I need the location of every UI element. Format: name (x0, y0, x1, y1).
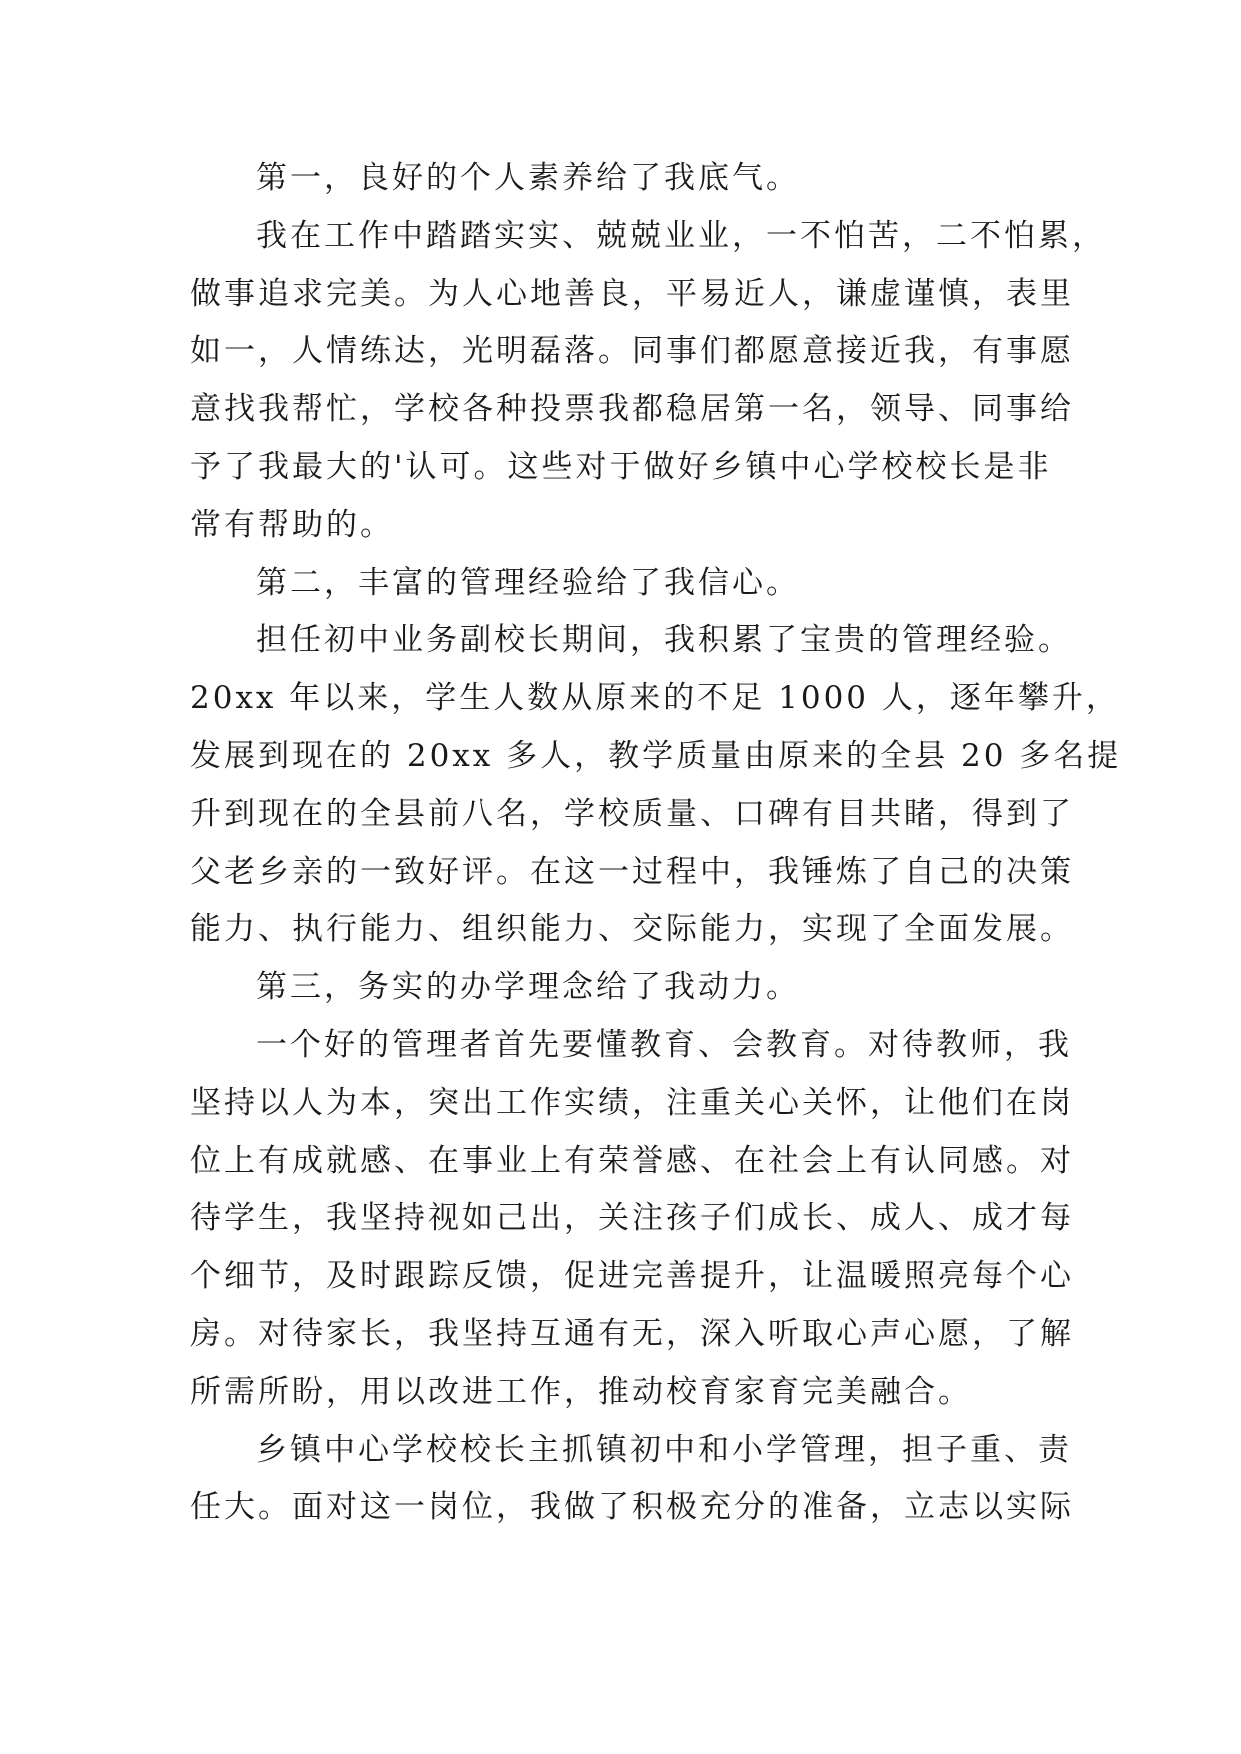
text-line: 位上有成就感、在事业上有荣誉感、在社会上有认同感。对 (190, 1142, 1074, 1179)
paragraph-first-line: 第三，务实的办学理念给了我动力。 (256, 969, 800, 1006)
text-line: 升到现在的全县前八名，学校质量、口碑有目共睹，得到了 (190, 795, 1074, 832)
text-line: 如一，人情练达，光明磊落。同事们都愿意接近我，有事愿 (190, 333, 1074, 370)
text-line: 个细节，及时跟踪反馈，促进完善提升，让温暖照亮每个心 (190, 1258, 1074, 1295)
text-line: 所需所盼，用以改进工作，推动校育家育完美融合。 (190, 1373, 972, 1410)
document-body (190, 150, 1122, 1537)
text-line: 父老乡亲的一致好评。在这一过程中，我锤炼了自己的决策 (190, 853, 1074, 890)
paragraph-first-line: 乡镇中心学校校长主抓镇初中和小学管理，担子重、责 (256, 1431, 1072, 1468)
paragraph-first-line: 第一，良好的个人素养给了我底气。 (256, 160, 800, 196)
text-line: 待学生，我坚持视如己出，关注孩子们成长、成人、成才每 (190, 1200, 1074, 1237)
text-line: 20xx 年以来，学生人数从原来的不足 1000 人，逐年攀升， (190, 680, 1120, 717)
paragraph-first-line: 第二，丰富的管理经验给了我信心。 (256, 564, 800, 601)
text-line: 做事追求完美。为人心地善良，平易近人，谦虚谨慎，表里 (190, 275, 1074, 312)
text-line: 予了我最大的'认可。这些对于做好乡镇中心学校校长是非 (190, 448, 1052, 485)
text-line: 坚持以人为本，突出工作实绩，注重关心关怀，让他们在岗 (190, 1084, 1074, 1121)
text-line: 发展到现在的 20xx 多人，教学质量由原来的全县 20 多名提 (190, 737, 1122, 774)
text-line: 常有帮助的。 (190, 506, 394, 543)
paragraph-first-line: 一个好的管理者首先要懂教育、会教育。对待教师，我 (256, 1026, 1072, 1063)
paragraph-first-line: 我在工作中踏踏实实、兢兢业业，一不怕苦，二不怕累， (256, 217, 1106, 254)
paragraph-first-line: 担任初中业务副校长期间，我积累了宝贵的管理经验。 (256, 622, 1072, 659)
text-line: 意找我帮忙，学校各种投票我都稳居第一名，领导、同事给 (190, 391, 1074, 428)
text-line: 任大。面对这一岗位，我做了积极充分的准备，立志以实际 (190, 1489, 1074, 1526)
text-line: 房。对待家长，我坚持互通有无，深入听取心声心愿，了解 (190, 1315, 1074, 1352)
text-line: 能力、执行能力、组织能力、交际能力，实现了全面发展。 (190, 911, 1074, 948)
